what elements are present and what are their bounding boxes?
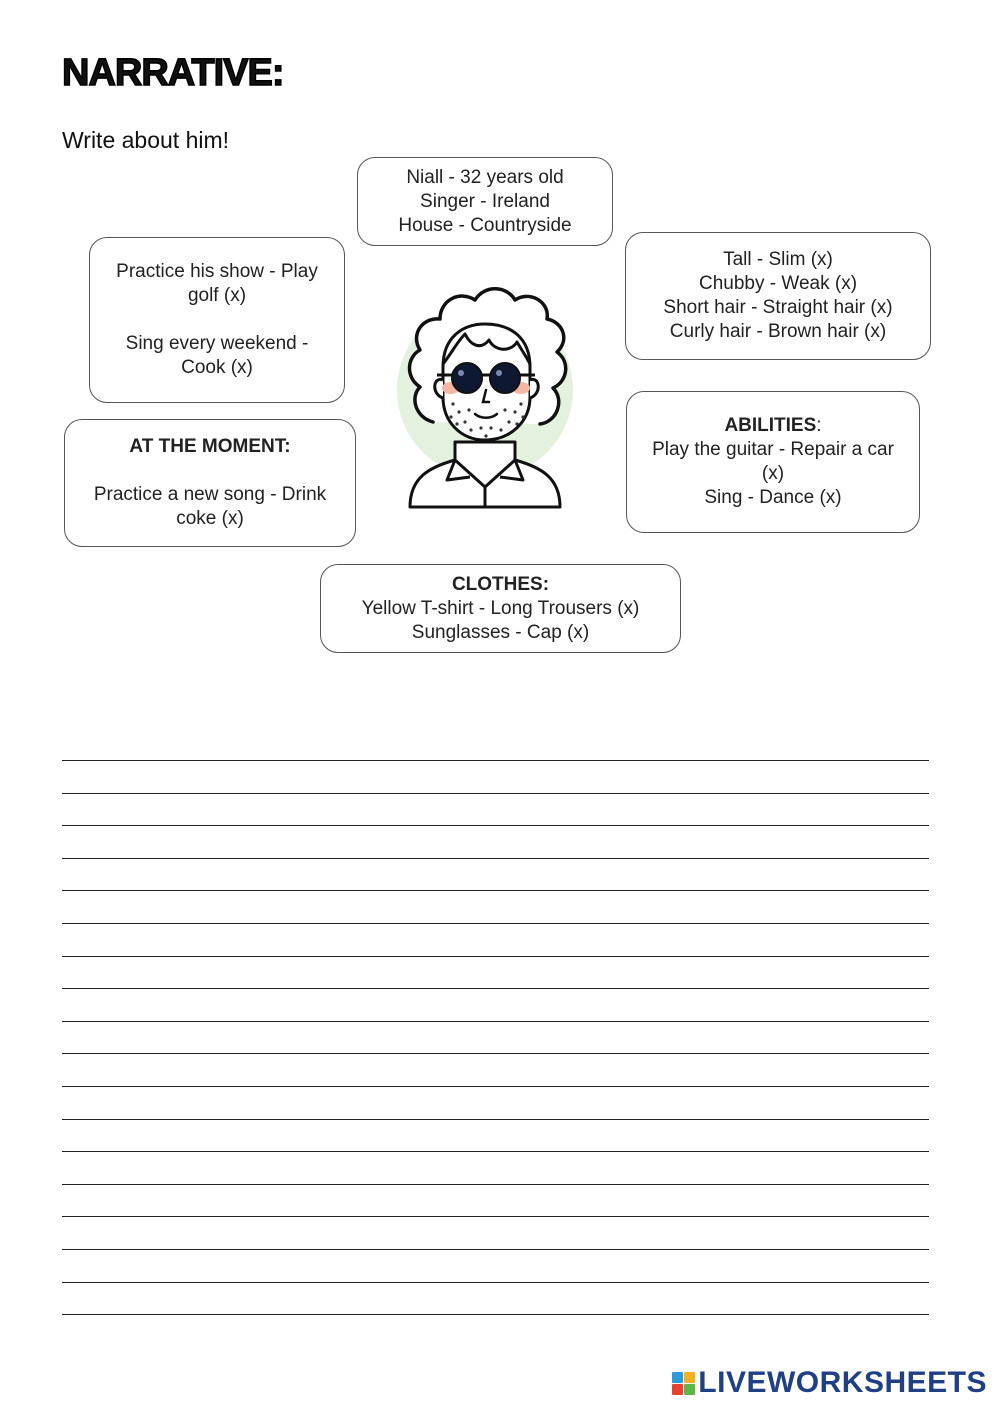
writing-line[interactable]	[62, 923, 929, 924]
writing-line[interactable]	[62, 825, 929, 826]
abilities-heading: ABILITIES	[724, 415, 817, 436]
appearance-line: Tall - Slim (x)	[723, 249, 833, 270]
identity-line: Niall - 32 years old	[406, 166, 564, 188]
abilities-line: Play the guitar - Repair a car (x)	[652, 439, 894, 484]
instruction-text: Write about him!	[62, 127, 230, 153]
identity-card	[357, 157, 613, 246]
identity-line: House - Countryside	[398, 214, 572, 236]
writing-line[interactable]	[62, 988, 929, 989]
appearance-line: Curly hair - Brown hair (x)	[669, 321, 887, 342]
abilities-line: Sing - Dance (x)	[704, 487, 842, 508]
writing-lines	[62, 760, 929, 1347]
writing-line[interactable]	[62, 1216, 929, 1217]
clothes-line: Yellow T-shirt - Long Trousers (x)	[361, 597, 640, 619]
writing-line[interactable]	[62, 1151, 929, 1152]
clothes-card	[320, 564, 681, 653]
routine-line: Sing every weekend - Cook (x)	[125, 333, 309, 378]
writing-line[interactable]	[62, 956, 929, 957]
writing-line[interactable]	[62, 1119, 929, 1120]
writing-line[interactable]	[62, 1249, 929, 1250]
page-title: NARRATIVE:	[62, 52, 284, 94]
clothes-line: Sunglasses - Cap (x)	[411, 621, 590, 643]
at-the-moment-heading: AT THE MOMENT:	[129, 436, 291, 457]
writing-line[interactable]	[62, 793, 929, 794]
liveworksheets-brand[interactable]	[672, 1366, 987, 1400]
abilities-card	[626, 391, 920, 533]
appearance-line: Chubby - Weak (x)	[698, 273, 858, 294]
writing-line[interactable]	[62, 1086, 929, 1087]
identity-line: Singer - Ireland	[420, 190, 550, 212]
clothes-heading: CLOTHES:	[451, 573, 550, 595]
at-the-moment-line: Practice a new song - Drink coke (x)	[93, 484, 327, 529]
liveworksheets-logo-icon	[672, 1372, 695, 1395]
writing-line[interactable]	[62, 890, 929, 891]
writing-line[interactable]	[62, 1184, 929, 1185]
writing-line[interactable]	[62, 1282, 929, 1283]
abilities-heading-colon: :	[816, 415, 822, 436]
writing-line[interactable]	[62, 858, 929, 859]
routine-line: Practice his show - Play golf (x)	[116, 261, 318, 306]
curly-haired-man-sunglasses-icon	[385, 272, 585, 517]
routine-card	[89, 237, 345, 403]
brand-name: LIVEWORKSHEETS	[698, 1366, 987, 1399]
writing-line[interactable]	[62, 1021, 929, 1022]
abilities-heading-row	[724, 414, 821, 438]
appearance-line: Short hair - Straight hair (x)	[663, 297, 893, 318]
writing-line[interactable]	[62, 1053, 929, 1054]
writing-line[interactable]	[62, 1314, 929, 1315]
writing-line[interactable]	[62, 760, 929, 761]
at-the-moment-card	[64, 419, 356, 547]
appearance-card	[625, 232, 931, 360]
